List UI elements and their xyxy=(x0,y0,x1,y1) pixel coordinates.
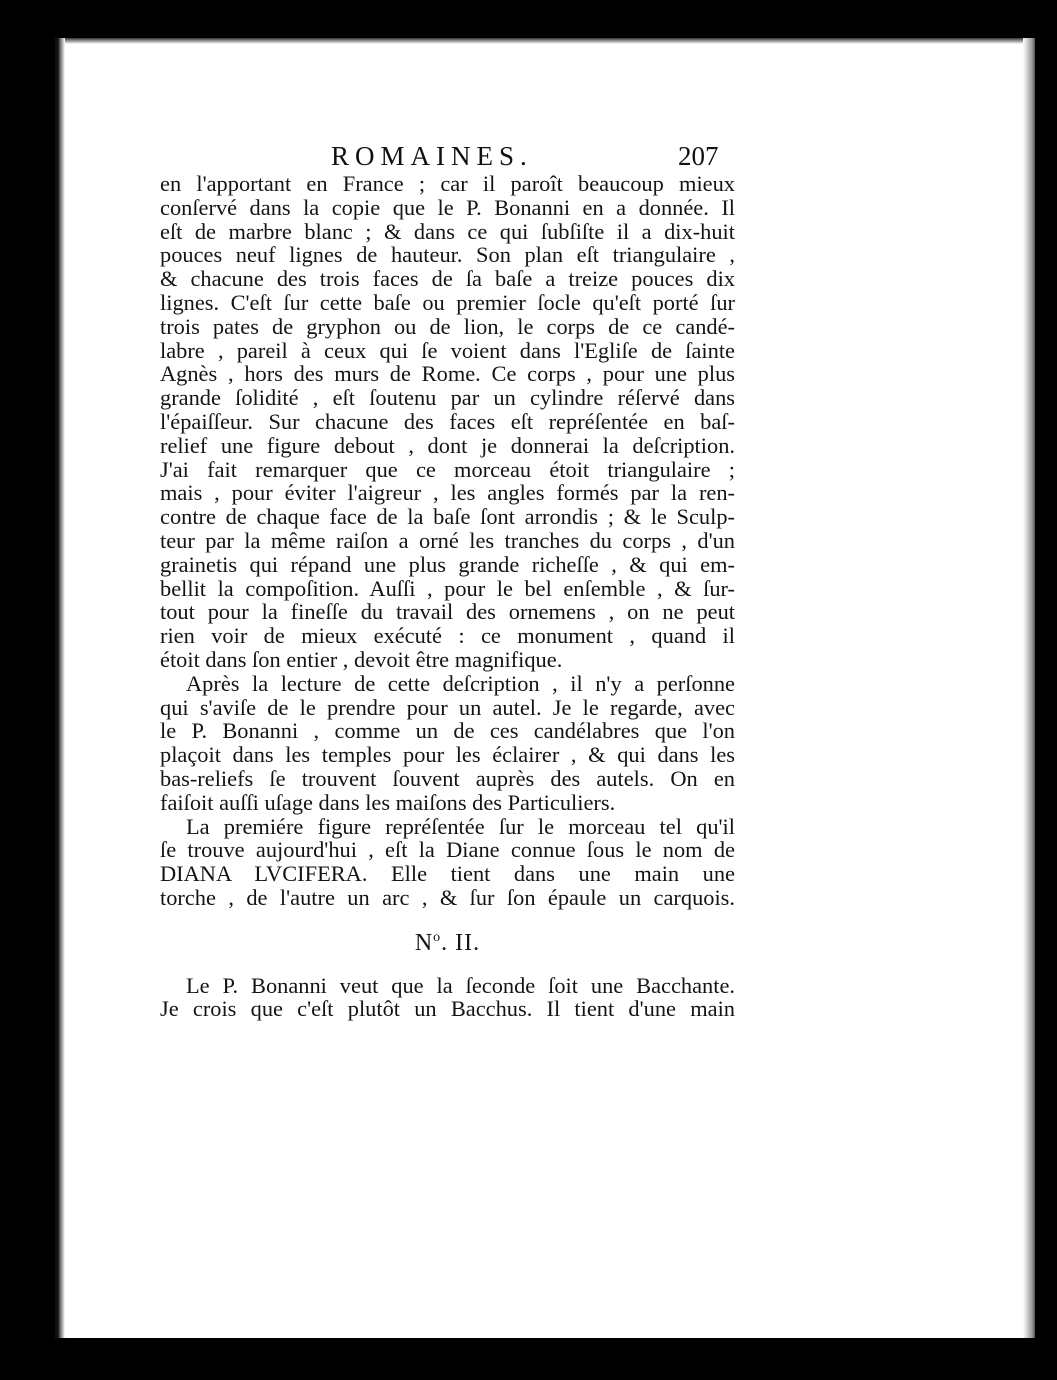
text-line: La premiére figure repréſentée ſur le morceau tel qu'il xyxy=(186,813,735,839)
text-line: trois pates de gryphon ou de lion, le corps de ce candé- xyxy=(160,313,735,339)
body-text xyxy=(160,172,735,1021)
text-line: Agnès , hors des murs de Rome. Ce corps , pour une plus xyxy=(160,361,735,387)
text-line: lignes. C'eſt ſur cette baſe ou premier ſocle qu'eſt porté ſur xyxy=(160,289,735,315)
page-number: 207 xyxy=(678,141,719,171)
paragraph-1 xyxy=(160,172,735,672)
text-line: Après la lecture de cette deſcription , il n'y a perſonne xyxy=(186,670,735,696)
text-line: eſt de marbre blanc ; & dans ce qui ſubſiſte il a dix-huit xyxy=(160,218,735,244)
text-line: rien voir de mieux exécuté : ce monument , quand il xyxy=(160,623,735,649)
text-line: & chacune des trois faces de ſa baſe a treize pouces dix xyxy=(160,266,735,292)
text-line: contre de chaque face de la baſe ſont arrondis ; & le Sculp- xyxy=(160,504,735,530)
text-line: faiſoit auſſi uſage dans les maiſons des Particuliers. xyxy=(160,789,616,815)
section-heading xyxy=(160,926,735,956)
text-line: torche , de l'autre un arc , & ſur ſon épaule un carquois. xyxy=(160,884,735,910)
text-line: Je crois que c'eſt plutôt un Bacchus. Il tient d'une main xyxy=(160,996,735,1022)
section-number: . II. xyxy=(441,929,481,956)
text-line: conſervé dans la copie que le P. Bonanni en a donnée. Il xyxy=(160,194,735,220)
text-line: labre , pareil à ceux qui ſe voient dans l'Egliſe de ſainte xyxy=(160,337,735,363)
paragraph-2 xyxy=(160,672,735,815)
paragraph-3 xyxy=(160,815,735,910)
text-line: grande ſolidité , eſt ſoutenu par un cylindre réſervé dans xyxy=(160,385,735,411)
page-top-shadow xyxy=(55,38,1035,44)
text-line: étoit dans ſon entier , devoit être magnifique. xyxy=(160,646,563,672)
book-page xyxy=(55,38,1035,1338)
text-line: mais , pour éviter l'aigreur , les angles formés par la ren- xyxy=(160,480,735,506)
text-line: tout pour la fineſſe du travail des ornemens , on ne peut xyxy=(160,599,735,625)
paragraph-4 xyxy=(160,974,735,1022)
text-line: l'épaiſſeur. Sur chacune des faces eſt repréſentée en baſ- xyxy=(160,408,735,434)
section-superscript: o xyxy=(433,929,442,945)
page-header xyxy=(160,141,740,175)
text-line: le P. Bonanni , comme un de ces candélabres que l'on xyxy=(160,718,735,744)
text-line: relief une figure debout , dont je donnerai la deſcription. xyxy=(160,432,735,458)
text-line: J'ai fait remarquer que ce morceau étoit triangulaire ; xyxy=(160,456,735,482)
page-gutter-edge xyxy=(55,38,65,1338)
text-line: plaçoit dans les temples pour les éclairer , & qui dans les xyxy=(160,742,735,768)
running-title: ROMAINES. xyxy=(331,141,533,171)
text-line: teur par la même raiſon a orné les tranches du corps , d'un xyxy=(160,527,735,553)
section-prefix: N xyxy=(414,929,434,956)
text-line: grainetis qui répand une plus grande richeſſe , & qui em- xyxy=(160,551,735,577)
text-line: qui s'aviſe de le prendre pour un autel. Je le regarde, avec xyxy=(160,694,735,720)
page-fore-edge xyxy=(1023,38,1035,1338)
text-line: Le P. Bonanni veut que la ſeconde ſoit une Bacchante. xyxy=(186,972,735,998)
text-line: bas-reliefs ſe trouvent ſouvent auprès des autels. On en xyxy=(160,765,735,791)
text-line: bellit la compoſition. Auſſi , pour le bel enſemble , & ſur- xyxy=(160,575,735,601)
text-line: pouces neuf lignes de hauteur. Son plan eſt triangulaire , xyxy=(160,242,735,268)
text-line: en l'apportant en France ; car il paroît beaucoup mieux xyxy=(160,171,735,196)
text-line: ſe trouve aujourd'hui , eſt la Diane connue ſous le nom de xyxy=(160,837,735,863)
text-line: DIANA LVCIFERA. Elle tient dans une main une xyxy=(160,861,735,887)
